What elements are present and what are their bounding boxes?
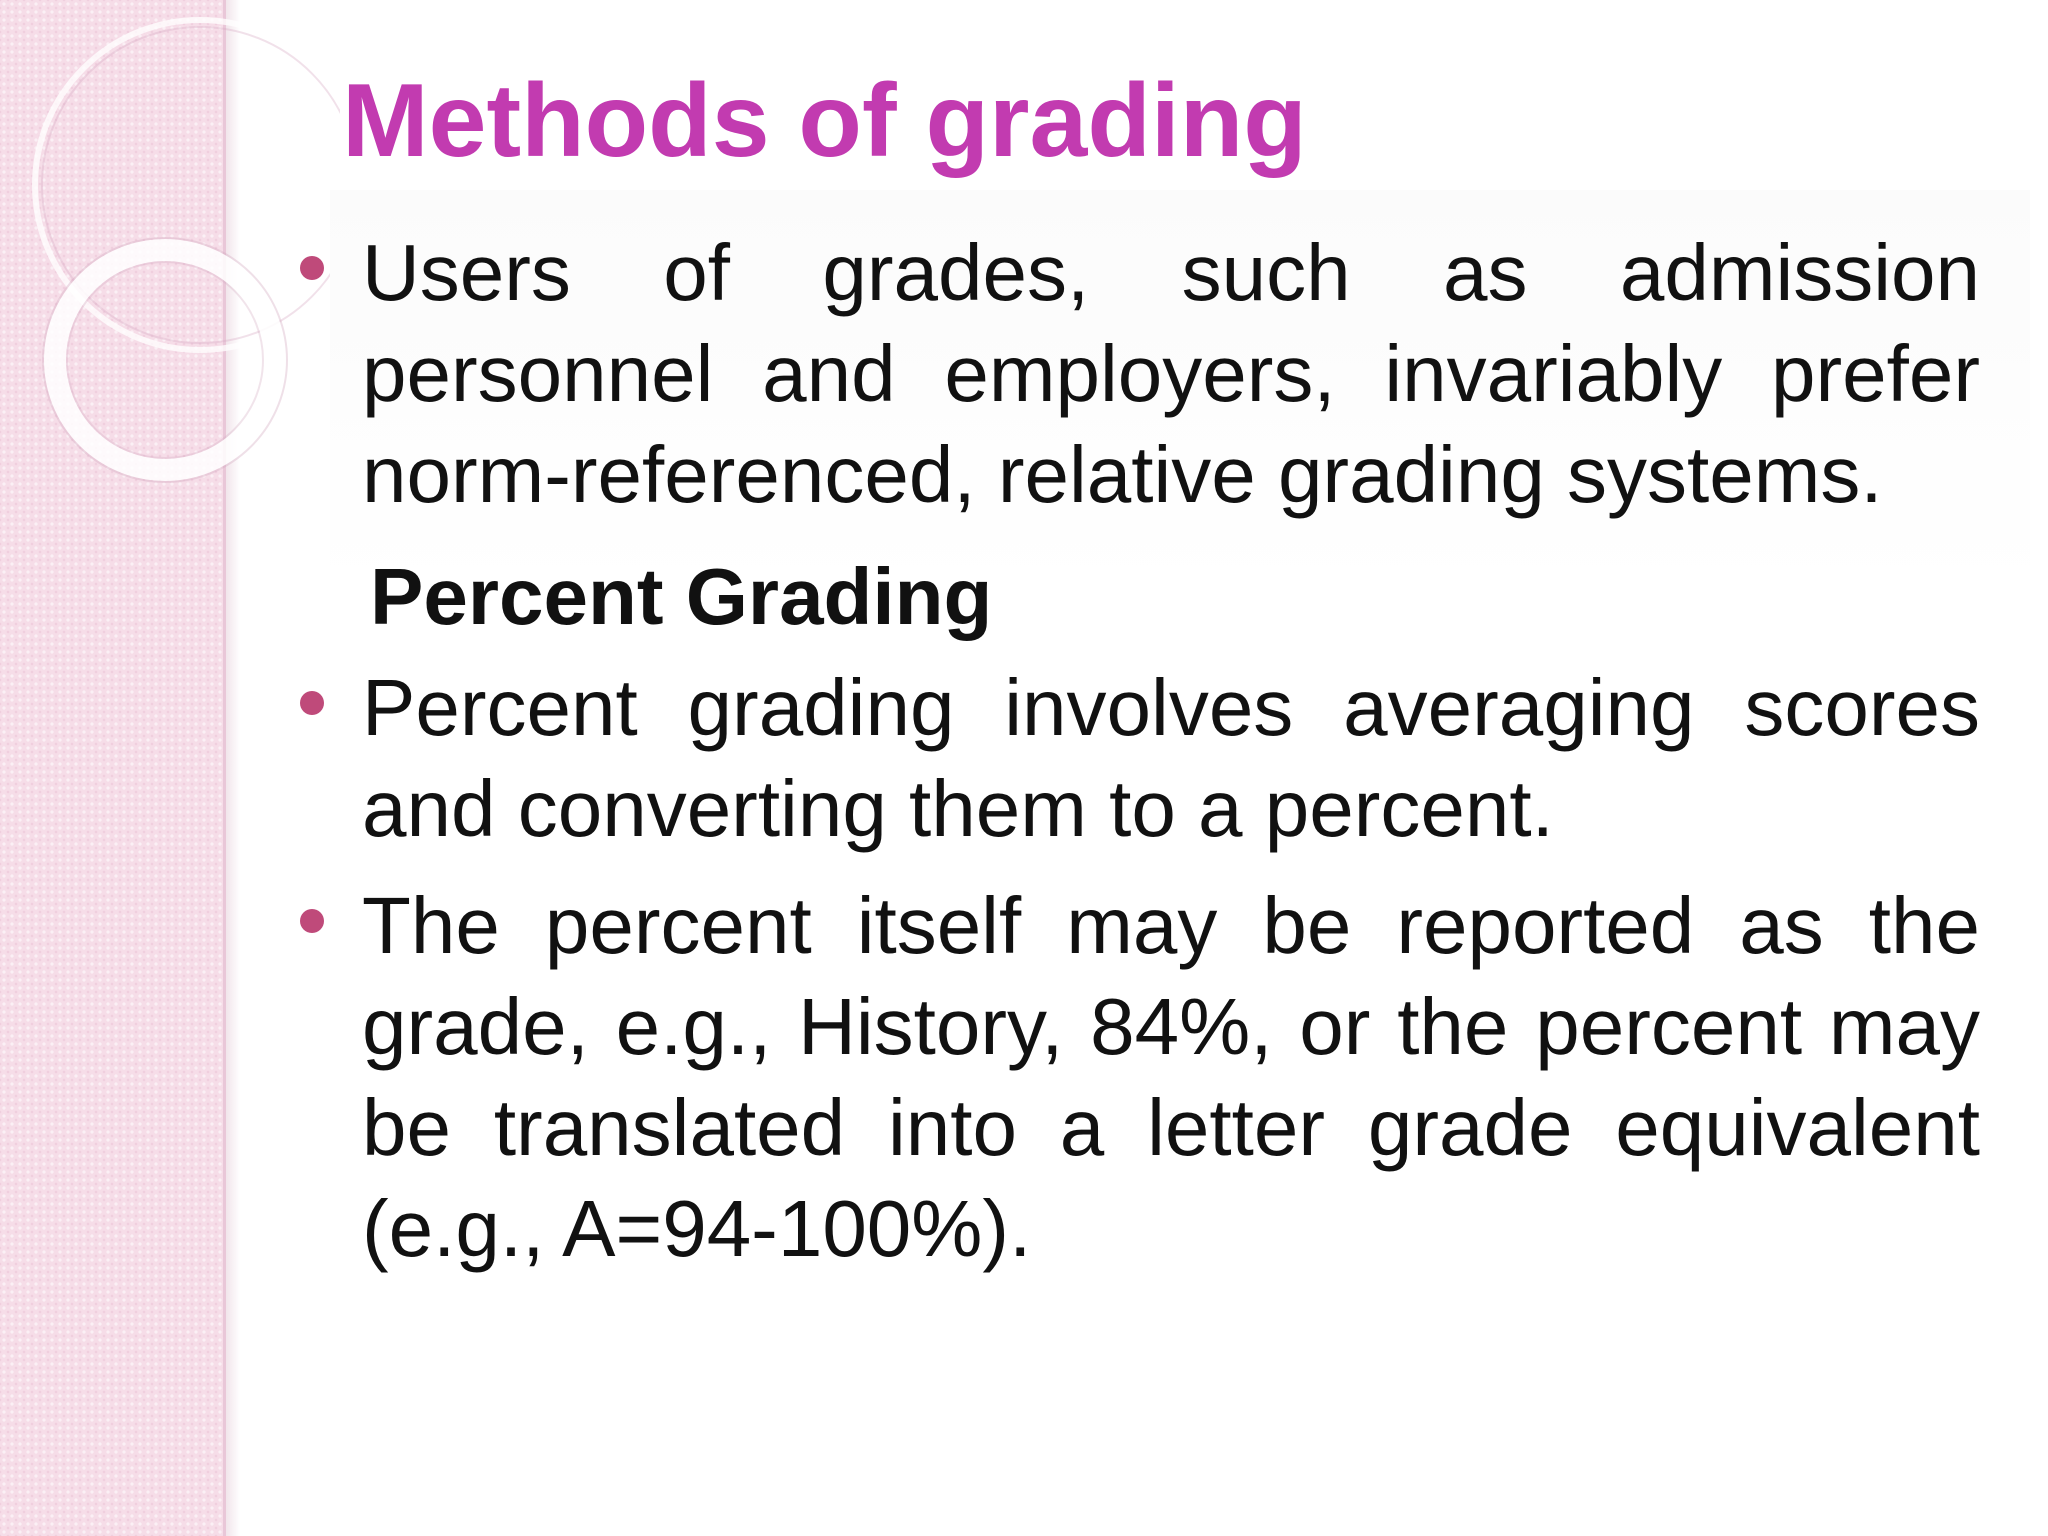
bullet-text: Users of grades, such as admission personnel and employers, invariably prefer norm-referenced, relative grading systems. xyxy=(362,228,1980,519)
bullet-dot-icon xyxy=(300,256,324,280)
bullet-text: The percent itself may be reported as the grade, e.g., History, 84%, or the percent may be translated into a letter grade equivalent (e.g., A=94-100%). xyxy=(362,881,1980,1273)
bullet-item xyxy=(300,222,1980,525)
bullet-dot-icon xyxy=(300,909,324,933)
section-subheading: Percent Grading xyxy=(370,552,993,641)
bullet-text: Percent grading involves averaging scores and converting them to a percent. xyxy=(362,663,1980,853)
bullet-item xyxy=(300,875,1980,1279)
slide-title: Methods of grading xyxy=(342,63,1307,179)
bullet-item xyxy=(300,657,1980,859)
decorative-rings xyxy=(0,0,340,520)
bullet-dot-icon xyxy=(300,691,324,715)
slide-body xyxy=(300,222,1980,1279)
